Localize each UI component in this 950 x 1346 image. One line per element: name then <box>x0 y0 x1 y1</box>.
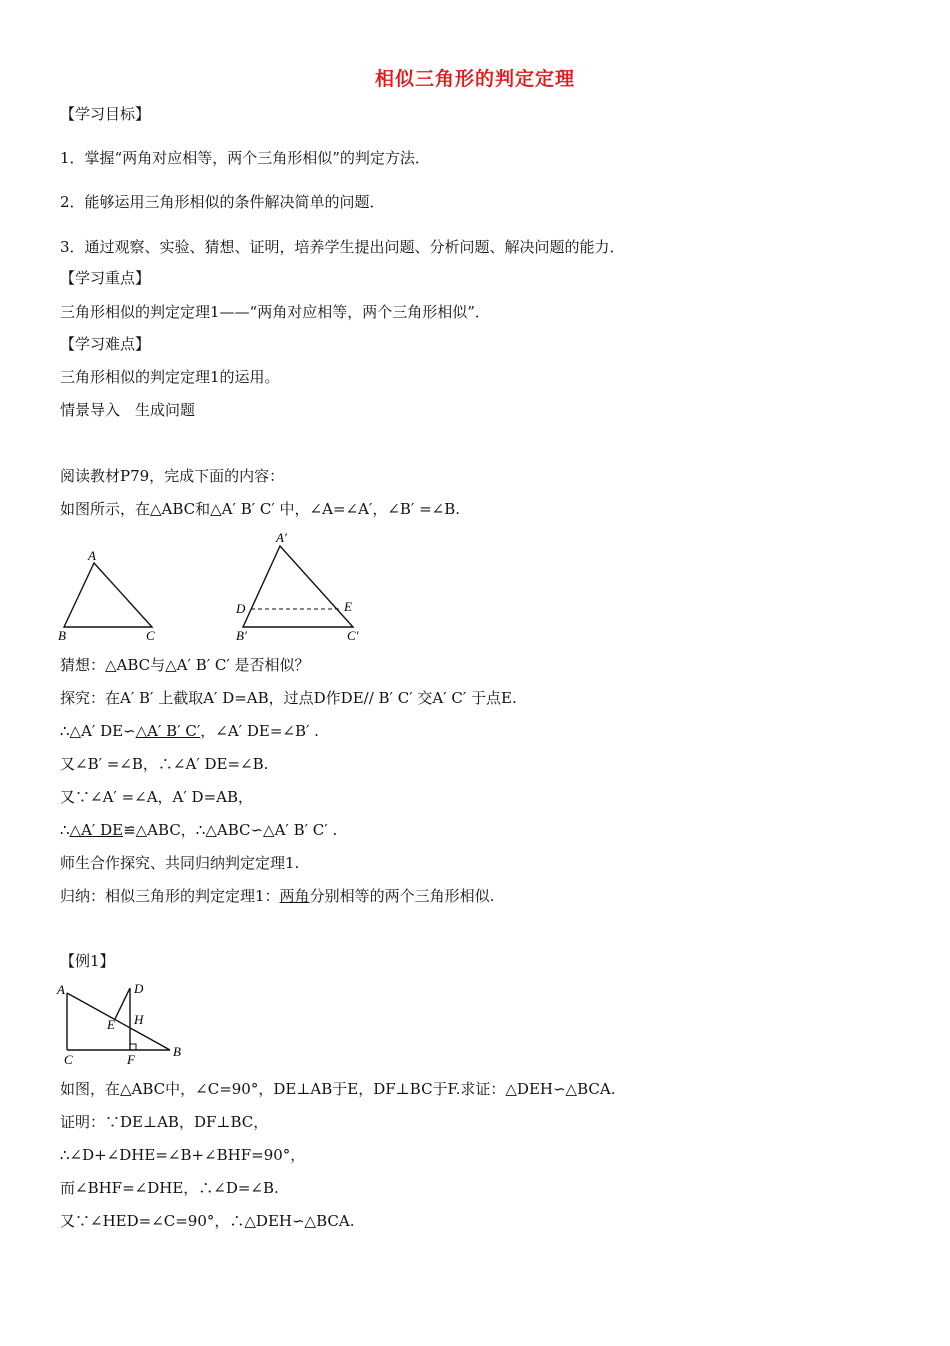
step-3: 又∵∠A′ =∠A，A′ D=AB， <box>60 788 254 806</box>
step-1 <box>60 721 319 741</box>
triangles-figure <box>50 528 380 648</box>
label-c-prime: C′ <box>347 628 359 643</box>
proof-line-2: ∴∠D+∠DHE=∠B+∠BHF=90°， <box>60 1146 306 1164</box>
triangle-a-prime <box>243 546 353 627</box>
step-4-suffix: ≌△ABC，∴△ABC∽△A′ B′ C′ . <box>123 821 338 839</box>
label-d: D <box>134 981 144 996</box>
label-f: F <box>127 1052 135 1067</box>
page-title: 相似三角形的判定定理 <box>374 68 575 90</box>
summary-suffix: 分别相等的两个三角形相似. <box>309 887 495 905</box>
step-4-blank: △A′ DE <box>69 821 124 839</box>
focus-text: 三角形相似的判定定理1——“两角对应相等，两个三角形相似”． <box>60 303 490 321</box>
cooperate-line: 师生合作探究、共同归纳判定定理1. <box>60 854 300 872</box>
step-2: 又∠B′ =∠B，∴∠A′ DE=∠B. <box>60 755 269 773</box>
step-4 <box>60 820 337 840</box>
explore-line: 探究：在A′ B′ 上截取A′ D=AB，过点D作DE// B′ C′ 交A′ C′ 于点E. <box>60 689 517 707</box>
difficulty-heading: 【学习难点】 <box>60 335 151 353</box>
goal-3: 3．通过观察、实验、猜想、证明，培养学生提出问题、分析问题、解决问题的能力． <box>60 238 625 256</box>
guess-line: 猜想：△ABC与△A′ B′ C′ 是否相似？ <box>60 656 310 674</box>
difficulty-text: 三角形相似的判定定理1的运用。 <box>60 368 280 386</box>
label-a-prime: A′ <box>276 530 287 545</box>
step-1-suffix: ，∠A′ DE=∠B′ . <box>200 722 319 740</box>
intro-heading: 情景导入 生成问题 <box>60 401 196 419</box>
goal-2: 2．能够运用三角形相似的条件解决简单的问题． <box>60 193 385 211</box>
label-a: A <box>57 982 65 997</box>
step-1-blank: △A′ B′ C′ <box>135 722 201 740</box>
proof-line-3: 而∠BHF=∠DHE，∴∠D=∠B. <box>60 1179 279 1197</box>
label-a: A <box>88 548 96 563</box>
triangle-abc <box>64 563 152 627</box>
goals-heading: 【学习目标】 <box>60 105 151 123</box>
focus-heading: 【学习重点】 <box>60 269 151 287</box>
right-angle-f <box>130 1044 136 1050</box>
proof-line-4: 又∵∠HED=∠C=90°，∴△DEH∽△BCA. <box>60 1212 355 1230</box>
segment-ab <box>67 993 170 1050</box>
segment-de <box>115 988 130 1019</box>
label-b-prime: B′ <box>236 628 247 643</box>
step-1-prefix: ∴△A′ DE∽ <box>60 722 136 740</box>
step-4-prefix: ∴ <box>60 821 70 839</box>
example-figure <box>50 978 200 1070</box>
label-e: E <box>344 599 352 614</box>
label-b: B <box>173 1044 181 1059</box>
label-d: D <box>236 601 246 616</box>
label-h: H <box>134 1012 144 1027</box>
example-heading: 【例1】 <box>60 952 115 970</box>
goal-1: 1．掌握“两角对应相等，两个三角形相似”的判定方法． <box>60 149 430 167</box>
label-c: C <box>146 628 155 643</box>
example-problem: 如图，在△ABC中，∠C=90°，DE⊥AB于E，DF⊥BC于F.求证：△DEH∽△BCA. <box>60 1080 616 1098</box>
summary-prefix: 归纳：相似三角形的判定定理1： <box>60 887 280 905</box>
read-instruction: 阅读教材P79，完成下面的内容： <box>60 467 285 485</box>
figure-statement: 如图所示，在△ABC和△A′ B′ C′ 中，∠A=∠A′，∠B′ =∠B. <box>60 500 461 518</box>
summary-line <box>60 886 494 906</box>
proof-line-1: 证明：∵DE⊥AB，DF⊥BC， <box>60 1113 269 1131</box>
label-e: E <box>107 1017 115 1032</box>
label-b: B <box>58 628 66 643</box>
label-c: C <box>64 1052 73 1067</box>
summary-blank: 两角 <box>279 887 310 905</box>
